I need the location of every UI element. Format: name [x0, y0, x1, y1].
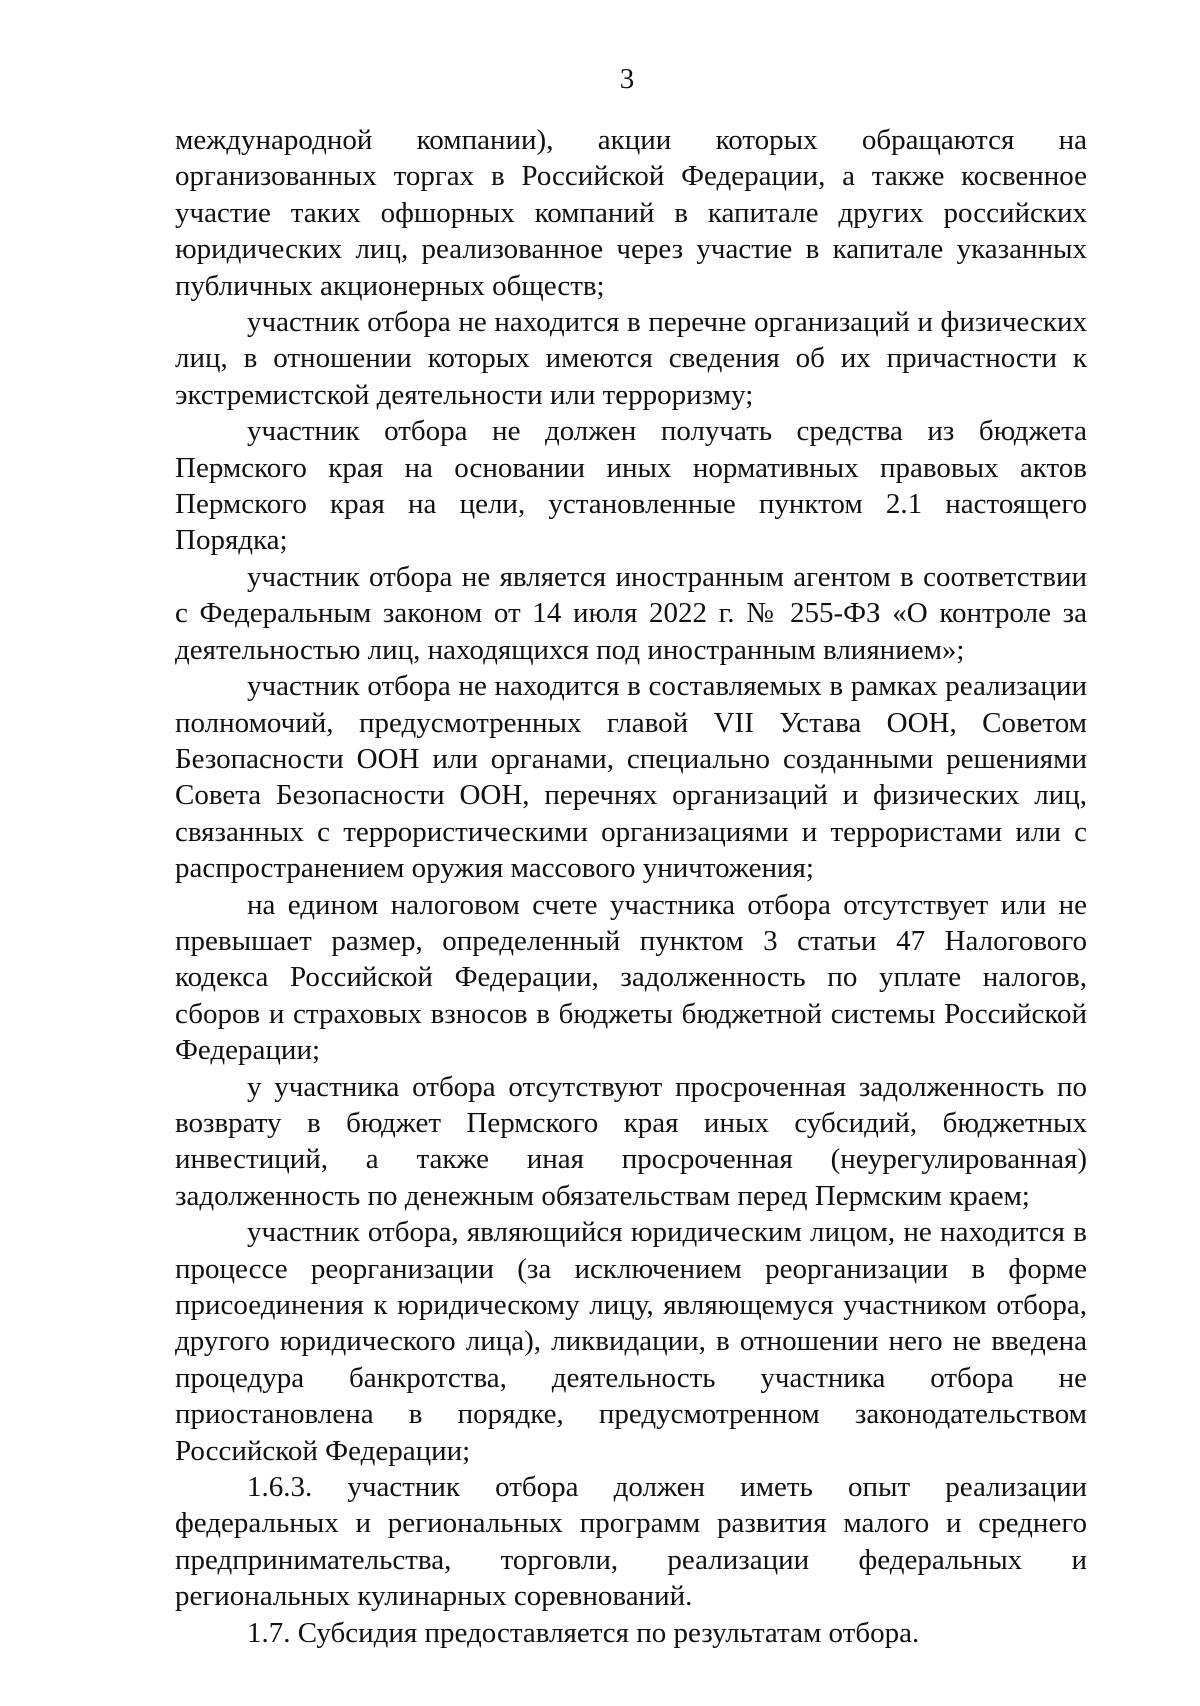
document-body — [175, 122, 1087, 1651]
paragraph-offshore-continuation: международной компании), акции которых обращаются на организованных торгах в Российской Федерации, а также косвенное участие таких офшорных компаний в капитале других российских юридических лиц, реализованное через участие в капитале указанных публичных акционерных обществ; — [175, 124, 1087, 302]
page-number: 3 — [619, 63, 635, 95]
paragraph-tax-debt: на едином налоговом счете участника отбора отсутствует или не превышает размер, определенный пунктом 3 статьи 47 Налогового кодекса Российской Федерации, задолженность по уплате налогов, сборов и страховых взносов в бюджеты бюджетной системы Российской Федерации; — [175, 888, 1087, 1067]
paragraph-1-6-3: 1.6.3. участник отбора должен иметь опыт реализации федеральных и региональных программ развития малого и среднего предпринимательства, торговли, реализации федеральных и региональных кулинарных соревнований. — [175, 1471, 1087, 1613]
paragraph-budget-funds: участник отбора не должен получать средства из бюджета Пермского края на основании иных нормативных правовых актов Пермского края на цели, установленные пунктом 2.1 настоящего Порядка; — [175, 415, 1087, 557]
paragraph-foreign-agent: участник отбора не является иностранным агентом в соответствии с Федеральным законом от 14 июля 2022 г. № 255-ФЗ «О контроле за деятельностью лиц, находящихся под иностранным влиянием»; — [175, 560, 1087, 666]
paragraph-1-7: 1.7. Субсидия предоставляется по результатам отбора. — [247, 1616, 920, 1649]
paragraph-un-security-council: участник отбора не находится в составляемых в рамках реализации полномочий, предусмотренных главой VII Устава ООН, Советом Безопасности ООН или органами, специально созданными решениями Совета Безопасности ООН, перечнях организаций и физических лиц, связанных с террористическими организациями и террористами или с распространением оружия массового уничтожения; — [175, 670, 1087, 885]
paragraph-overdue-debt: у участника отбора отсутствуют просроченная задолженность по возврату в бюджет Пермского края иных субсидий, бюджетных инвестиций, а также иная просроченная (неурегулированная) задолженность по денежным обязательствам перед Пермским краем; — [175, 1070, 1087, 1212]
paragraph-extremism-list: участник отбора не находится в перечне организаций и физических лиц, в отношении которых имеются сведения об их причастности к экстремистской деятельности или терроризму; — [175, 306, 1087, 411]
paragraph-reorganization: участник отбора, являющийся юридическим лицом, не находится в процессе реорганизации (за исключением реорганизации в форме присоединения к юридическому лицу, являющемуся участником отбора, другого юридического лица), ликвидации, в отношении него не введена процедура банкротства, деятельность участника отбора не приостановлена в порядке, предусмотренном законодательством Российской Федерации; — [175, 1216, 1087, 1467]
